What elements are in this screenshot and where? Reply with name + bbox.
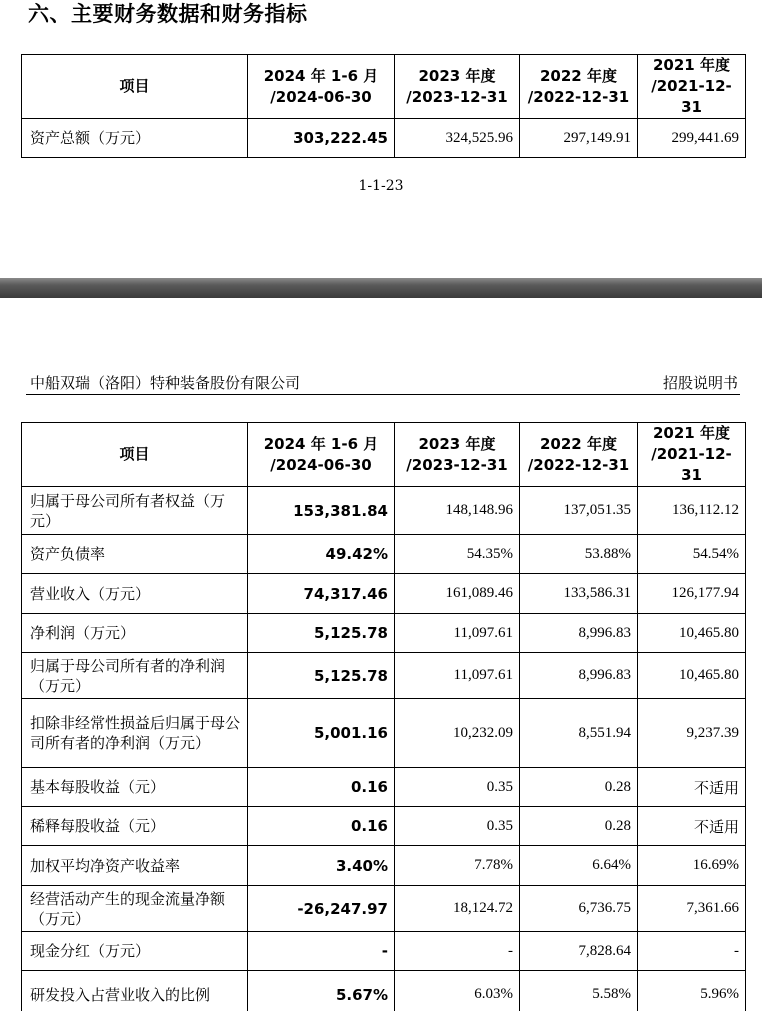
cell-value: 0.28 [520,768,638,807]
cell-value: 7,361.66 [638,886,746,932]
cell-value: 11,097.61 [395,614,520,653]
cell-value: 0.35 [395,768,520,807]
cell-current-period: -26,247.97 [248,886,395,932]
table-row [22,574,746,614]
cell-current-period: 303,222.45 [248,119,395,158]
header-item: 项目 [22,423,248,487]
cell-value: 161,089.46 [395,574,520,614]
header-item: 项目 [22,55,248,119]
cell-value: 7.78% [395,846,520,886]
cell-value: - [395,932,520,971]
page-top [0,0,762,278]
cell-value: 0.35 [395,807,520,846]
cell-current-period: 0.16 [248,768,395,807]
cell-value: 不适用 [638,807,746,846]
row-label: 经营活动产生的现金流量净额（万元） [22,886,248,932]
table-row [22,119,746,158]
cell-current-period: 0.16 [248,807,395,846]
cell-current-period: 49.42% [248,535,395,574]
cell-value: 6.64% [520,846,638,886]
cell-value: 54.54% [638,535,746,574]
page-number: 1-1-23 [358,178,404,194]
header-2024h1: 2024 年 1-6 月 /2024-06-30 [248,423,395,487]
cell-value: 11,097.61 [395,653,520,699]
cell-current-period: 5.67% [248,971,395,1011]
row-label: 研发投入占营业收入的比例 [22,971,248,1011]
row-label: 基本每股收益（元） [22,768,248,807]
table-header-row [22,55,746,119]
cell-current-period: 74,317.46 [248,574,395,614]
cell-value: 16.69% [638,846,746,886]
cell-current-period: 153,381.84 [248,487,395,535]
cell-value: 10,465.80 [638,653,746,699]
cell-value: 148,148.96 [395,487,520,535]
table-row [22,535,746,574]
row-label: 归属于母公司所有者的净利润（万元） [22,653,248,699]
cell-current-period: 5,125.78 [248,653,395,699]
row-label: 现金分红（万元） [22,932,248,971]
cell-value: 5.96% [638,971,746,1011]
table-row [22,614,746,653]
cell-value: 10,465.80 [638,614,746,653]
section-title: 六、主要财务数据和财务指标 [28,2,308,26]
cell-current-period: - [248,932,395,971]
cell-value: 7,828.64 [520,932,638,971]
cell-value: 8,996.83 [520,614,638,653]
table-header-row [22,423,746,487]
financial-table [21,422,746,1011]
header-2021: 2021 年度 /2021-12-31 [638,423,746,487]
cell-value: 126,177.94 [638,574,746,614]
cell-value: 297,149.91 [520,119,638,158]
cell-value: 8,551.94 [520,699,638,768]
table-row [22,932,746,971]
cell-value: 0.28 [520,807,638,846]
table-row [22,699,746,768]
row-label: 加权平均净资产收益率 [22,846,248,886]
header-2023: 2023 年度 /2023-12-31 [395,423,520,487]
cell-value: 5.58% [520,971,638,1011]
cell-value: 9,237.39 [638,699,746,768]
table-row [22,768,746,807]
cell-value: 324,525.96 [395,119,520,158]
cell-value: 6.03% [395,971,520,1011]
cell-value: - [638,932,746,971]
page-separator [0,278,762,298]
cell-value: 299,441.69 [638,119,746,158]
cell-value: 不适用 [638,768,746,807]
row-label: 资产负债率 [22,535,248,574]
table-row [22,807,746,846]
document-type: 招股说明书 [662,374,738,392]
header-2024h1: 2024 年 1-6 月 /2024-06-30 [248,55,395,119]
cell-current-period: 5,125.78 [248,614,395,653]
header-rule [26,394,740,395]
cell-value: 133,586.31 [520,574,638,614]
cell-current-period: 5,001.16 [248,699,395,768]
financial-table-continued [21,54,746,158]
cell-value: 18,124.72 [395,886,520,932]
cell-value: 6,736.75 [520,886,638,932]
table-row [22,846,746,886]
company-name: 中船双瑞（洛阳）特种装备股份有限公司 [30,374,301,392]
cell-current-period: 3.40% [248,846,395,886]
header-2022: 2022 年度 /2022-12-31 [520,423,638,487]
row-label: 归属于母公司所有者权益（万元） [22,487,248,535]
table-row [22,886,746,932]
table-row [22,653,746,699]
header-2023: 2023 年度 /2023-12-31 [395,55,520,119]
row-label: 资产总额（万元） [22,119,248,158]
header-2021: 2021 年度 /2021-12-31 [638,55,746,119]
cell-value: 137,051.35 [520,487,638,535]
page-bottom [0,298,762,1011]
row-label: 稀释每股收益（元） [22,807,248,846]
row-label: 营业收入（万元） [22,574,248,614]
row-label: 净利润（万元） [22,614,248,653]
cell-value: 54.35% [395,535,520,574]
row-label: 扣除非经常性损益后归属于母公司所有者的净利润（万元） [22,699,248,768]
table-row [22,971,746,1011]
cell-value: 53.88% [520,535,638,574]
cell-value: 10,232.09 [395,699,520,768]
table-row [22,487,746,535]
header-2022: 2022 年度 /2022-12-31 [520,55,638,119]
cell-value: 8,996.83 [520,653,638,699]
cell-value: 136,112.12 [638,487,746,535]
